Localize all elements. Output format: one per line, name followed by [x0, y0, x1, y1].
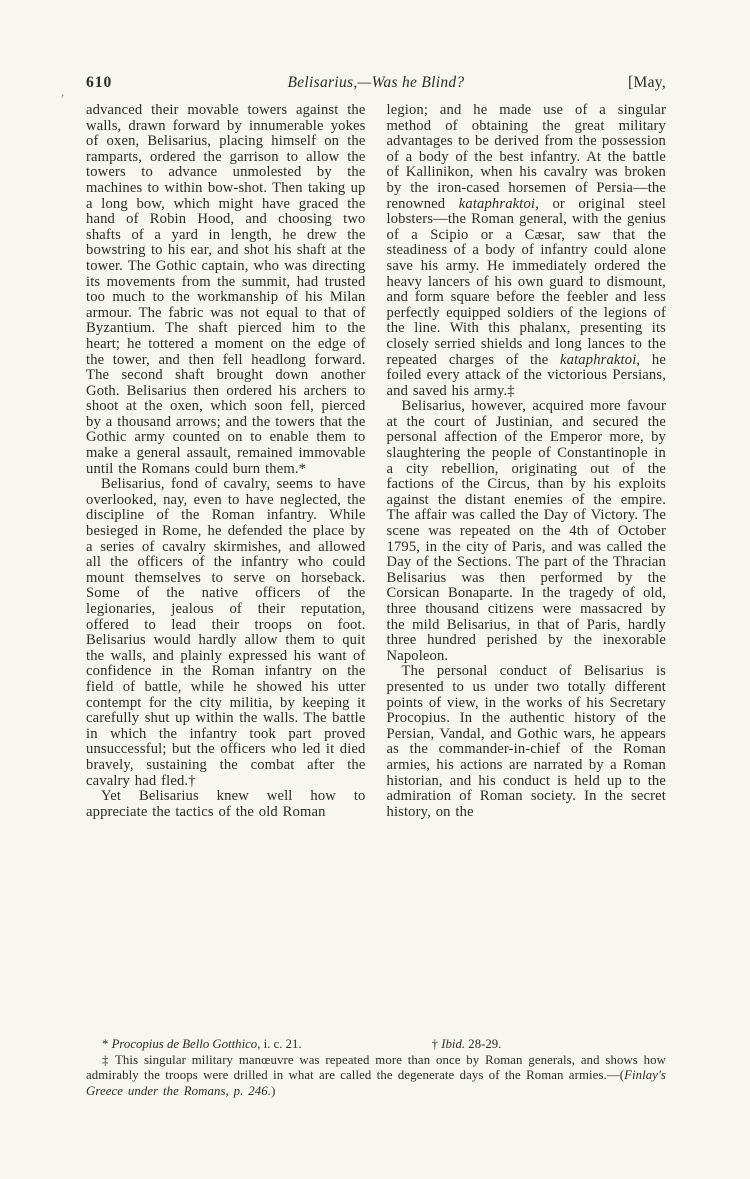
- footnote: * Procopius de Bello Gotthico, i. c. 21.: [102, 1037, 302, 1051]
- running-title: Belisarius,—Was he Blind?: [287, 74, 465, 91]
- issue-label: [May,: [628, 74, 666, 91]
- page-number: 610: [86, 74, 113, 91]
- paragraph: advanced their movable towers against the walls, drawn forward by innumerable yokes of oxen, Belisarius, placing himself on the ramparts, ordered the garrison to allow the towers to advance unmolested by the machines to within bow-shot. Then taking up a long bow, which might have graced the hand of Robin Hood, and choosing two shafts of a yard in length, he drew the bowstring to his ear, and shot his shaft at the tower. The Gothic captain, who was directing its movements from the summit, had trusted too much to the workmanship of his Milan armour. The fabric was not equal to that of Byzantium. The shaft pierced him to the heart; he tottered a moment on the edge of the tower, and then fell headlong forward. The second shaft brought down another Goth. Belisarius then ordered his archers to shoot at the oxen, which soon fell, pierced by a thousand arrows; and the towers that the Gothic army counted on to enable them to make a general assault, remained immovable until the Romans could burn them.*: [86, 102, 366, 477]
- paragraph: Yet Belisarius knew well how to appreciate the tactics of the old Roman: [86, 788, 366, 820]
- footnote: † Ibid. 28-29.: [431, 1037, 502, 1051]
- paragraph: legion; and he made use of a singular method of obtaining the great military advantages to be derived from the possession of a body of the best infantry. At the battle of Kallinikon, when his cavalry was broken by the iron-cased horsemen of Persia—the renowned kataphraktoi, or original steel lobsters—the Roman general, with the genius of a Scipio or a Cæsar, saw that the steadiness of a body of infantry could alone save his army. He immediately ordered the heavy lancers of his own guard to dismount, and form square before the feebler and less perfectly equipped soldiers of the legions of the line. With this phalanx, presenting its closely serried shields and long lances to the repeated charges of the kataphraktoi, he foiled every attack of the victorious Persians, and saved his army.‡: [386, 102, 666, 399]
- running-head: [86, 74, 666, 92]
- left-column: [86, 103, 366, 1011]
- paragraph: Belisarius, fond of cavalry, seems to have overlooked, nay, even to have neglected, the discipline of the Roman infantry. While besieged in Rome, he defended the place by a series of cavalry skirmishes, and allowed all the officers of the infantry who could mount themselves to serve on horseback. Some of the native officers of the legionaries, jealous of their reputation, offered to lead their troops on foot. Belisarius would hardly allow them to quit the walls, and plainly expressed his want of confidence in the Roman infantry on the field of battle, while he showed his utter contempt for the city militia, by keeping it carefully shut up within the walls. The battle in which the infantry took part proved unsuccessful; but the officers who led it died bravely, sustaining the combat after the cavalry had fled.†: [86, 476, 366, 789]
- paragraph: Belisarius, however, acquired more favour at the court of Justinian, and secured the personal affection of the Emperor more, by slaughtering the people of Constantinople in a city rebellion, originating out of the factions of the Circus, than by his exploits against the distant enemies of the empire. The affair was called the Day of Victory. The scene was repeated on the 4th of October 1795, in the city of Paris, and was called the Day of the Sections. The part of the Thracian Belisarius was then performed by the Corsican Bonaparte. In the tragedy of old, three thousand citizens were massacred by the mild Belisarius, in that of Paris, hardly three hundred perished by the inexorable Napoleon.: [386, 398, 666, 664]
- footnote: ‡ This singular military manœuvre was repeated more than once by Roman generals, and shows how admirably the troops were drilled in what are called the degenerate days of the Roman armies.—(Finlay's Greece under the Romans, p. 246.): [86, 1052, 666, 1098]
- text-columns: [86, 103, 666, 1011]
- footnote-row: [86, 1037, 666, 1053]
- footnotes: [86, 1037, 666, 1099]
- scan-artifact: ,: [61, 84, 65, 99]
- right-column: [387, 103, 667, 1011]
- paragraph: The personal conduct of Belisarius is presented to us under two totally different points of view, in the works of his Secretary Procopius. In the authentic history of the Persian, Vandal, and Gothic wars, he appears as the commander-in-chief of the Roman armies, his actions are narrated by a Roman historian, and his conduct is held up to the admiration of Roman society. In the secret history, on the: [386, 663, 666, 820]
